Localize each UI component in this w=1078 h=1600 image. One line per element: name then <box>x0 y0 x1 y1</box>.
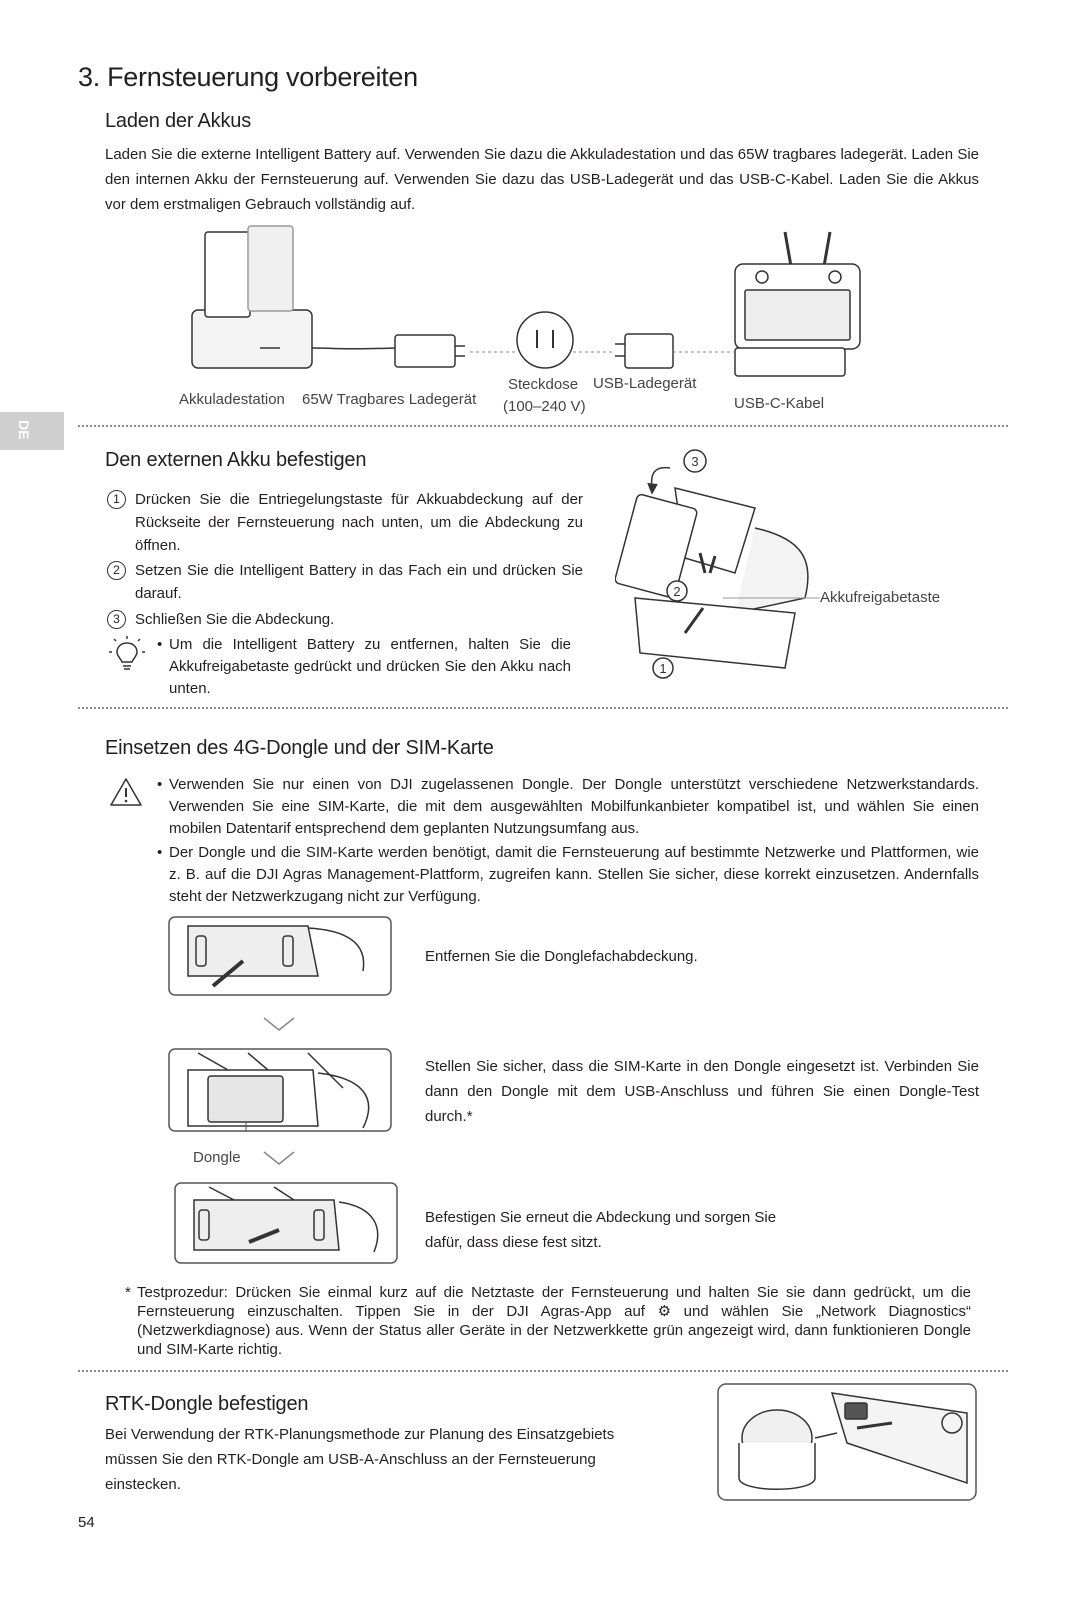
dongle-step1-text: Entfernen Sie die Donglefachabdeckung. <box>425 948 698 965</box>
divider <box>78 1370 1008 1372</box>
dongle-step3-illustration <box>174 1182 400 1266</box>
tip-note: • Um die Intelligent Battery zu entfernen, halten Sie die Akkufreigabetaste gedrückt und drücken Sie den Akku nach unten. <box>157 634 571 702</box>
figure-number-1: 1 <box>659 661 667 676</box>
footnote-mark: * <box>125 1284 131 1301</box>
figure-number-3: 3 <box>691 454 699 469</box>
dongle-step3-text: Befestigen Sie erneut die Abdeckung und sorgen Sie dafür, dass diese fest sitzt. <box>425 1209 777 1251</box>
warning-bullet-text: Der Dongle und die SIM-Karte werden benötigt, damit die Fernsteuerung auf bestimmte Netzwerke und Plattformen, wie z. B. auf die DJI Agras Management-Plattform, zugreifen kann. Stellen Sie sicher, diese korrekt einzusetzen. Andernfalls steht der Netzwerkzugang nicht zur Verfügung. <box>169 844 979 905</box>
warning-bullet-2: • Der Dongle und die SIM-Karte werden benötigt, damit die Fernsteuerung auf bestimmte Netzwerke und Plattformen, wie z. B. auf die DJI Agras Management-Plattform, zugreifen kann. Stellen Sie sicher, diese korrekt einzusetzen. Andernfalls steht der Netzwerkzugang nicht zur Verfügung. <box>157 842 979 908</box>
rtk-dongle-illustration <box>717 1383 979 1503</box>
battery-insertion-illustration <box>615 448 825 686</box>
heading-dongle: Einsetzen des 4G-Dongle und der SIM-Karte <box>105 737 494 759</box>
heading-external-battery: Den externen Akku befestigen <box>105 449 367 471</box>
page-title: 3. Fernsteuerung vorbereiten <box>78 62 418 92</box>
step-number: 1 <box>107 490 126 509</box>
divider <box>78 425 1008 427</box>
rtk-text: Bei Verwendung der RTK-Planungsmethode zur Planung des Einsatzgebiets müssen Sie den RTK-Dongle am USB-A-Anschluss an der Fernsteuerung einstecken. <box>105 1426 615 1493</box>
warning-bullet-1: • Verwenden Sie nur einen von DJI zugelassenen Dongle. Der Dongle unterstützt verschiedene Netzwerkstandards. Verwenden Sie eine SIM-Karte, die mit dem ausgewählten Mobilfunkanbieter kompatibel ist, und wählen Sie einen mobilen Datentarif entsprechend dem geplanten Nutzungsumfang aus. <box>157 774 979 840</box>
step-text: Schließen Sie die Abdeckung. <box>135 611 335 628</box>
divider <box>78 707 1008 709</box>
label-outlet: Steckdose <box>508 376 579 393</box>
heading-rtk: RTK-Dongle befestigen <box>105 1393 309 1415</box>
step-text: Drücken Sie die Entriegelungstaste für Akkuabdeckung auf der Rückseite der Fernsteuerung nach unten, um die Abdeckung zu öffnen. <box>135 491 583 554</box>
charging-illustration <box>180 222 870 390</box>
figure-number-2: 2 <box>673 584 681 599</box>
warning-icon <box>108 776 144 808</box>
dongle-step1-illustration <box>168 916 394 996</box>
language-tab <box>0 412 64 450</box>
label-usbc-cable: USB-C-Kabel <box>734 395 825 412</box>
label-release-button: Akkufreigabetaste <box>820 589 941 606</box>
tip-text: Um die Intelligent Battery zu entfernen, halten Sie die Akkufreigabetaste gedrückt und drücken Sie den Akku nach unten. <box>169 636 571 697</box>
label-dongle: Dongle <box>193 1149 241 1166</box>
step-number: 3 <box>107 610 126 629</box>
label-station: Akkuladestation <box>179 391 285 408</box>
chevron-down-icon <box>262 1150 296 1166</box>
dongle-step2-text: Stellen Sie sicher, dass die SIM-Karte in den Dongle eingesetzt ist. Verbinden Sie dann den Dongle mit dem USB-Anschluss und führen Sie einen Dongle-Test durch.* <box>425 1058 979 1125</box>
footnote-text: Testprozedur: Drücken Sie einmal kurz auf die Netztaste der Fernsteuerung und halten Sie sie dann gedrückt, um die Fernsteuerung einzuschalten. Tippen Sie in der DJI Agras-App auf ⚙ und wählen Sie „Network Diagnostics“ (Netzwerkdiagnose) aus. Wenn der Status aller Geräte in der Netzwerkkette grün angezeigt wird, dann funktionieren Dongle und SIM-Karte richtig. <box>137 1284 971 1358</box>
warning-bullet-text: Verwenden Sie nur einen von DJI zugelassenen Dongle. Der Dongle unterstützt verschiedene Netzwerkstandards. Verwenden Sie eine SIM-Karte, die mit dem ausgewählten Mobilfunkanbieter kompatibel ist, und wählen Sie einen mobilen Datentarif entsprechend dem geplanten Nutzungsumfang aus. <box>169 776 979 837</box>
charge-text: Laden Sie die externe Intelligent Battery auf. Verwenden Sie dazu die Akkuladestation und das 65W tragbares ladegerät. Laden Sie den internen Akku der Fernsteuerung auf. Verwenden Sie dazu das USB-Ladegerät und das USB-C-Kabel. Laden Sie die Akkus vor dem erstmaligen Gebrauch vollständig auf. <box>105 146 979 213</box>
step-text: Setzen Sie die Intelligent Battery in das Fach ein und drücken Sie darauf. <box>135 562 583 602</box>
label-charger65: 65W Tragbares Ladegerät <box>302 391 477 408</box>
chevron-down-icon <box>262 1016 296 1032</box>
label-outlet-voltage: (100–240 V) <box>503 398 586 415</box>
footnote <box>125 1283 971 1371</box>
page-number: 54 <box>78 1514 95 1531</box>
heading-charge: Laden der Akkus <box>105 110 251 132</box>
label-usb-charger: USB-Ladegerät <box>593 375 697 392</box>
lightbulb-icon <box>107 634 147 674</box>
dongle-step2-illustration <box>168 1048 394 1132</box>
language-tab-label: DE <box>16 420 32 440</box>
step-number: 2 <box>107 561 126 580</box>
